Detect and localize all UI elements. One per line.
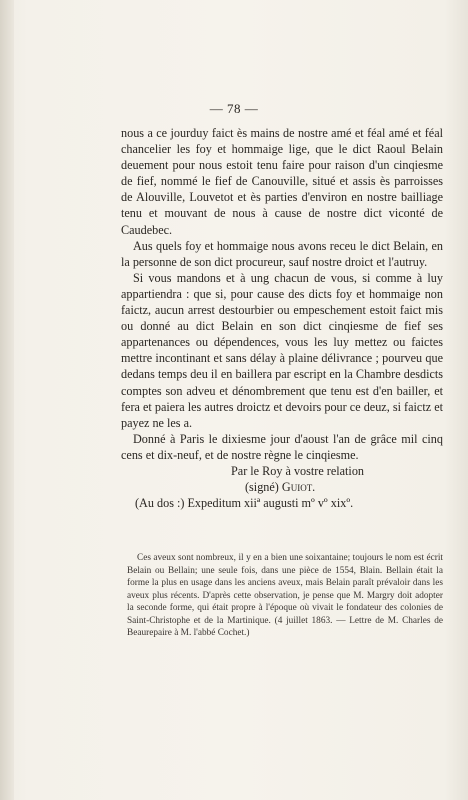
paragraph-2: Aus quels foy et hommaige nous avons receu le dict Belain, en la personne de son dict procureur, sauf nostre droict et l'autruy.: [121, 238, 443, 269]
footnote-text: Ces aveux sont nombreux, il y en a bien une soixantaine; toujours le nom est écrit Belain ou Bellain; une seule fois, dans une pièce de 1554, Blain. Bellain était la forme la plus en usage dans les anciens aveux, mais Belain paraît prévaloir dans les aveux plus récents. D'après cette observation, je pense que M. Margry doit adopter la seconde forme, qui était propre à l'époque où vivait le fondateur des colonies de Saint-Christophe et de la Martinique. (4 juillet 1863. — Lettre de M. Charles de Beaurepaire à M. l'abbé Cochet.): [127, 553, 443, 638]
signature-line-3: (Au dos :) Expeditum xiiª augusti mº vº xixº.: [135, 496, 354, 511]
signature-prefix: (signé): [245, 480, 282, 495]
paragraph-3: Si vous mandons et à ung chacun de vous, si comme à luy appartiendra : que si, pour cause des dicts foy et hommaige non faictz, aucun arrest destourbier ou empeschement estoit faict mis ou donné au dict Belain en son dict cinqiesme de fief ses appartenances ou dépendences, vous les luy mettez ou faictes mettre incontinant et sans délay à plaine délivrance ; pourveu que dedans temps deu il en baillera par escript en la Chambre desdicts comptes son adveu et dénombrement que tenu est d'en bailler, et fera et paiera les autres droictz et devoirs pour ce deuz, si faictz et payez ne les a.: [121, 270, 443, 430]
paragraph-1: nous a ce jourduy faict ès mains de nostre amé et féal amé et féal chancelier les foy et hommaige lige, que le dict Raoul Belain deuement pour nous estoit tenu faire pour raison d'un cinqiesme de fief, nommé le fief de Canouville, situé et assis ès parroisses de Alouville, Louvetot et ès parties d'environ en nostre bailliage tenu et mouvant de nous à cause de nostre dict viconté de Caudebec.: [121, 126, 443, 237]
page-number: — 78 —: [209, 101, 259, 116]
page-gutter: [0, 0, 14, 800]
signature-line-2: [245, 479, 443, 495]
signatory-name: Guiot.: [281, 480, 316, 495]
paragraph-4: Donné à Paris le dixiesme jour d'aoust l'an de grâce mil cinq cens et dix-neuf, et de nostre règne le cinqiesme.: [121, 431, 443, 462]
footnote: [127, 552, 443, 640]
main-text: [121, 125, 443, 511]
signature-line-1: Par le Roy à vostre relation: [231, 463, 365, 478]
